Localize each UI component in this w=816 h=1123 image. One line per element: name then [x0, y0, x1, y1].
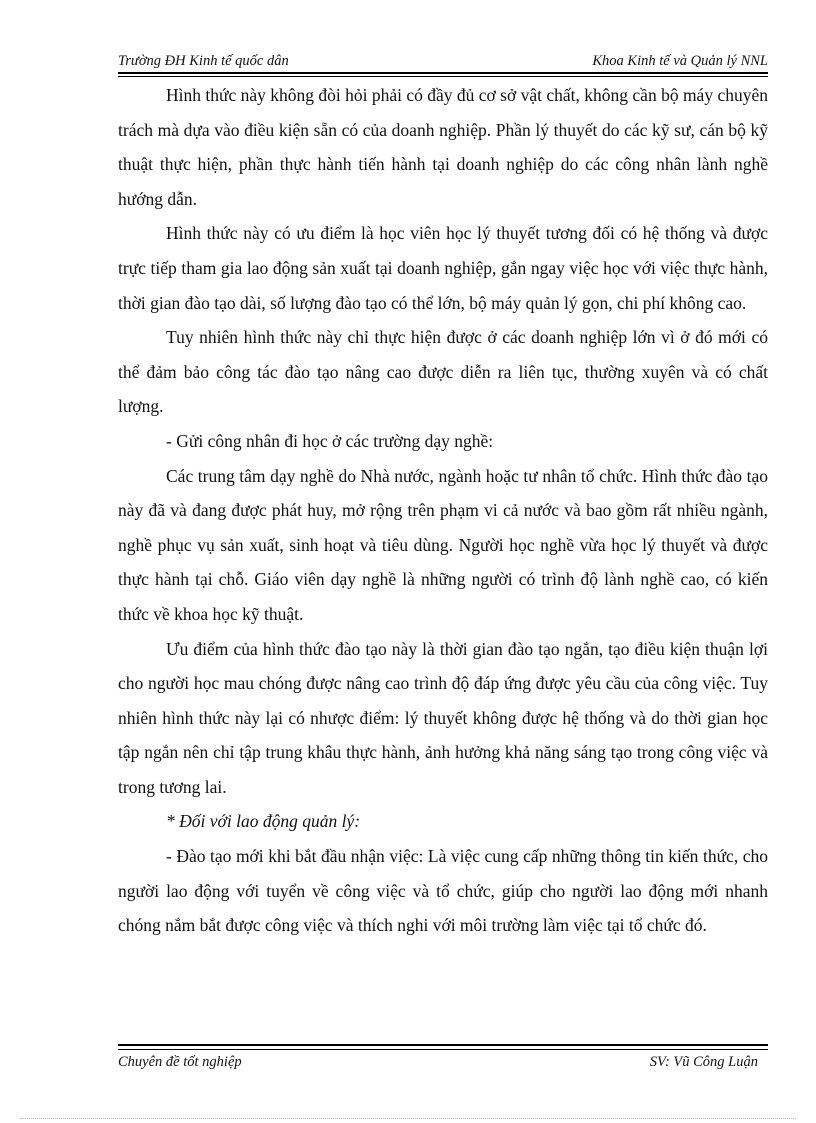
paragraph-4: - Gửi công nhân đi học ở các trường dạy nghề: — [166, 430, 494, 451]
document-body — [118, 78, 768, 943]
header-rule-thin — [118, 76, 768, 77]
footer-author: SV: Vũ Công Luận — [649, 1054, 758, 1070]
page-header — [118, 50, 768, 72]
footer-rule-thin — [118, 1049, 768, 1050]
paragraph-3: Tuy nhiên hình thức này chỉ thực hiện được ở các doanh nghiệp lớn vì ở đó mới có thể đảm bảo công tác đào tạo nâng cao được diễn ra liên tục, thường xuyên và có chất lượng. — [118, 327, 768, 417]
header-school: Trường ĐH Kinh tế quốc dân — [118, 53, 289, 69]
page-edge-dotted-line — [20, 1118, 796, 1119]
paragraph-6: Ưu điểm của hình thức đào tạo này là thời gian đào tạo ngắn, tạo điều kiện thuận lợi cho người học mau chóng được nâng cao trình độ đáp ứng được yêu cầu của công việc. Tuy nhiên hình thức này lại có nhược điểm: lý thuyết không được hệ thống và do thời gian học tập ngắn nên chỉ tập trung khâu thực hành, ảnh hưởng khả năng sáng tạo trong công việc và trong tương lai. — [118, 638, 768, 797]
page-footer — [118, 1054, 758, 1076]
section-heading: * Đối với lao động quản lý: — [166, 811, 361, 832]
header-faculty: Khoa Kinh tế và Quản lý NNL — [592, 53, 768, 69]
paragraph-5: Các trung tâm dạy nghề do Nhà nước, ngành hoặc tư nhân tổ chức. Hình thức đào tạo này đã và đang được phát huy, mở rộng trên phạm vi cả nước và bao gồm rất nhiều ngành, nghề phục vụ sản xuất, sinh hoạt và tiêu dùng. Người học nghề vừa học lý thuyết và được thực hành tại chỗ. Giáo viên dạy nghề là những người có trình độ lành nghề cao, có kiến thức về khoa học kỹ thuật. — [118, 465, 768, 624]
header-rule — [118, 72, 768, 74]
footer-title: Chuyên đề tốt nghiệp — [118, 1054, 242, 1070]
paragraph-2: Hình thức này có ưu điểm là học viên học lý thuyết tương đối có hệ thống và được trực tiếp tham gia lao động sản xuất tại doanh nghiệp, gắn ngay việc học với việc thực hành, thời gian đào tạo dài, số lượng đào tạo có thể lớn, bộ máy quản lý gọn, chi phí không cao. — [118, 223, 768, 313]
paragraph-8: - Đào tạo mới khi bắt đầu nhận việc: Là việc cung cấp những thông tin kiến thức, cho người lao động với tuyển về công việc và tổ chức, giúp cho người lao động mới nhanh chóng nắm bắt được công việc và thích nghi với môi trường làm việc tại tổ chức đó. — [118, 846, 768, 936]
footer-rule — [118, 1044, 768, 1046]
paragraph-1: Hình thức này không đòi hỏi phải có đầy đủ cơ sở vật chất, không cần bộ máy chuyên trách mà dựa vào điều kiện sẵn có của doanh nghiệp. Phần lý thuyết do các kỹ sư, cán bộ kỹ thuật thực hiện, phần thực hành tiến hành tại doanh nghiệp do các công nhân lành nghề hướng dẫn. — [118, 85, 768, 209]
